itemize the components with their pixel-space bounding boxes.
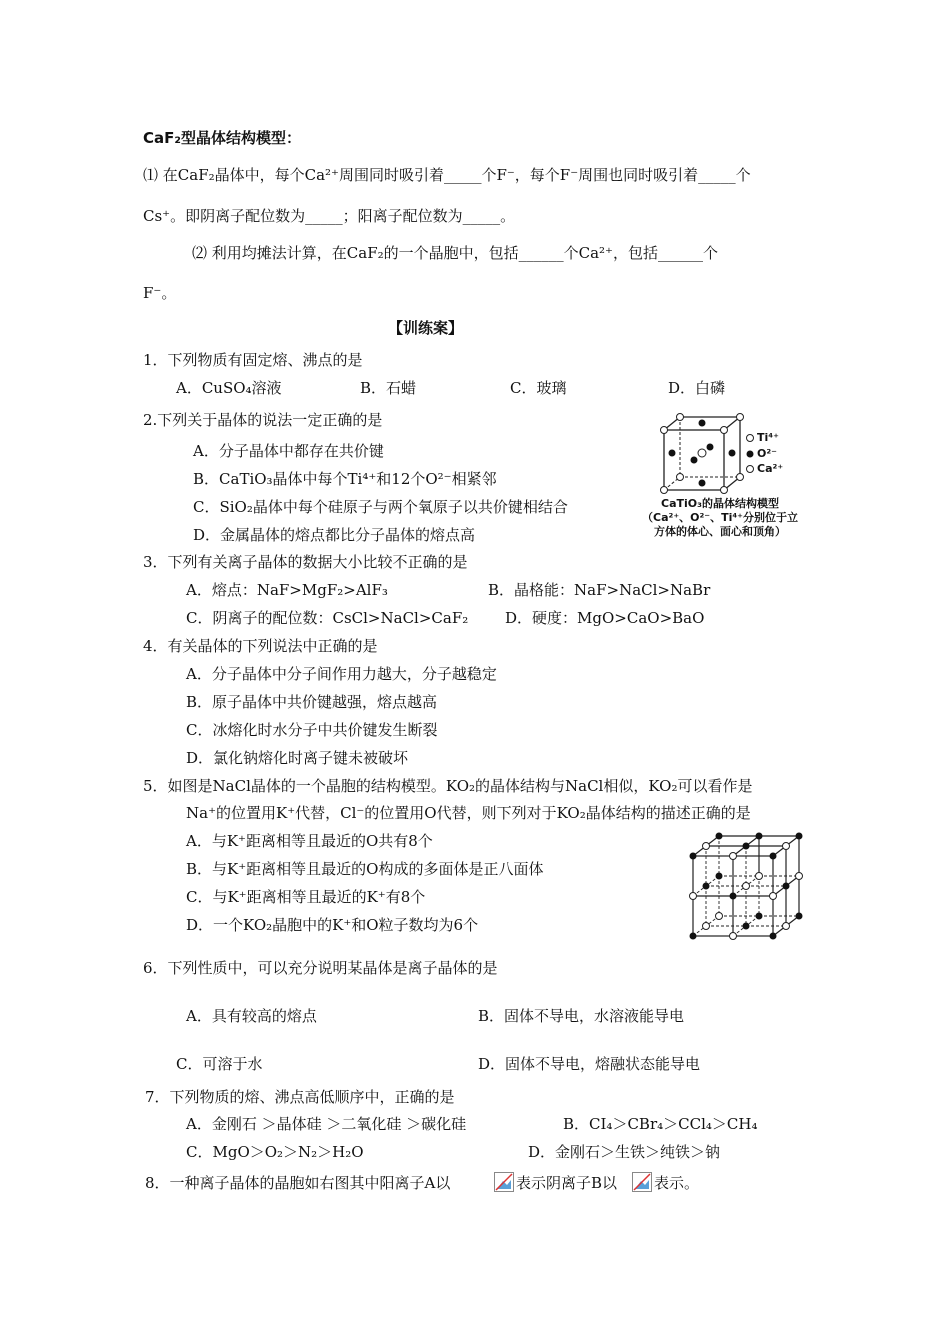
q4-option-b: B．原子晶体中共价键越强，熔点越高 bbox=[186, 693, 438, 711]
q6-option-c: C．可溶于水 bbox=[176, 1055, 263, 1073]
q3-option-b: B．晶格能：NaF>NaCl>NaBr bbox=[488, 581, 711, 599]
q3-option-c: C．阴离子的配位数：CsCl>NaCl>CaF₂ bbox=[186, 609, 469, 627]
q1-option-d: D．白磷 bbox=[668, 379, 726, 397]
q8-stem-part1: 8．一种离子晶体的晶胞如右图其中阳离子A以 bbox=[145, 1174, 451, 1192]
q1-option-b: B．石蜡 bbox=[360, 379, 417, 397]
q3-option-d: D．硬度：MgO>CaO>BaO bbox=[505, 609, 705, 627]
q2-option-d: D．金属晶体的熔点都比分子晶体的熔点高 bbox=[193, 526, 476, 544]
q2-option-b: B．CaTiO₃晶体中每个Ti⁴⁺和12个O²⁻相紧邻 bbox=[193, 470, 497, 488]
catio3-caption-line2: （Ca²⁺、O²⁻、Ti⁴⁺分别位于立 bbox=[642, 511, 798, 524]
catio3-caption-line1: CaTiO₃的晶体结构模型 bbox=[661, 497, 779, 510]
q4-option-d: D．氯化钠熔化时离子键未被破坏 bbox=[186, 749, 409, 767]
q2-option-a: A．分子晶体中都存在共价键 bbox=[193, 442, 384, 460]
q2-option-c: C．SiO₂晶体中每个硅原子与两个氧原子以共价键相结合 bbox=[193, 498, 568, 516]
q2-stem: 2.下列关于晶体的说法一定正确的是 bbox=[143, 411, 383, 429]
q6-option-b: B．固体不导电，水溶液能导电 bbox=[478, 1007, 685, 1025]
q6-option-d: D．固体不导电，熔融状态能导电 bbox=[478, 1055, 701, 1073]
legend-ca: Ca²⁺ bbox=[757, 462, 784, 475]
q7-stem: 7．下列物质的熔、沸点高低顺序中，正确的是 bbox=[145, 1088, 455, 1106]
q8-stem-part2: 表示阴离子B以 bbox=[516, 1174, 618, 1192]
catio3-caption-line3: 方体的体心、面心和顶角） bbox=[654, 525, 786, 538]
q8-stem-part3: 表示。 bbox=[654, 1174, 700, 1192]
q1-option-a: A．CuSO₄溶液 bbox=[176, 379, 282, 397]
q5-stem-line1: 5．如图是NaCl晶体的一个晶胞的结构模型。KO₂的晶体结构与NaCl相似，KO₂可以看作是 bbox=[143, 777, 753, 795]
section-title-training: 【训练案】 bbox=[388, 319, 464, 337]
q1-stem: 1．下列物质有固定熔、沸点的是 bbox=[143, 351, 363, 369]
q4-stem: 4．有关晶体的下列说法中正确的是 bbox=[143, 637, 378, 655]
broken-image-icon bbox=[632, 1172, 652, 1192]
caf2-q1-line1: ⑴ 在CaF₂晶体中，每个Ca²⁺周围同时吸引着_____个F⁻，每个F⁻周围也同时吸引着_____个 bbox=[143, 166, 751, 184]
q5-option-a: A．与K⁺距离相等且最近的O共有8个 bbox=[186, 832, 433, 850]
q7-option-d: D．金刚石＞生铁＞纯铁＞钠 bbox=[528, 1143, 721, 1161]
legend-ti: Ti⁴⁺ bbox=[757, 431, 779, 444]
catio3-crystal-diagram bbox=[650, 410, 750, 500]
q3-option-a: A．熔点：NaF>MgF₂>AlF₃ bbox=[186, 581, 388, 599]
q5-option-d: D．一个KO₂晶胞中的K⁺和O粒子数均为6个 bbox=[186, 916, 479, 934]
legend-o: O²⁻ bbox=[757, 447, 777, 460]
q5-stem-line2: Na⁺的位置用K⁺代替，Cl⁻的位置用O代替，则下列对于KO₂晶体结构的描述正确的是 bbox=[186, 804, 751, 822]
q6-stem: 6．下列性质中，可以充分说明某晶体是离子晶体的是 bbox=[143, 959, 498, 977]
caf2-q1-line2: Cs⁺。即阴离子配位数为_____；阳离子配位数为_____。 bbox=[143, 207, 516, 225]
q5-option-c: C．与K⁺距离相等且最近的K⁺有8个 bbox=[186, 888, 426, 906]
section-heading-caf2: CaF₂型晶体结构模型： bbox=[143, 129, 301, 147]
q7-option-a: A．金刚石 ＞晶体硅 ＞二氧化硅 ＞碳化硅 bbox=[186, 1115, 467, 1133]
q4-option-c: C．冰熔化时水分子中共价键发生断裂 bbox=[186, 721, 438, 739]
q4-option-a: A．分子晶体中分子间作用力越大，分子越稳定 bbox=[186, 665, 497, 683]
caf2-q2-line1: ⑵ 利用均摊法计算，在CaF₂的一个晶胞中，包括______个Ca²⁺，包括______个 bbox=[192, 244, 718, 262]
broken-image-icon bbox=[494, 1172, 514, 1192]
q6-option-a: A．具有较高的熔点 bbox=[186, 1007, 317, 1025]
nacl-crystal-diagram bbox=[685, 828, 815, 946]
q7-option-b: B．CI₄＞CBr₄＞CCl₄＞CH₄ bbox=[563, 1115, 758, 1133]
q1-option-c: C．玻璃 bbox=[510, 379, 567, 397]
q3-stem: 3．下列有关离子晶体的数据大小比较不正确的是 bbox=[143, 553, 468, 571]
q7-option-c: C．MgO＞O₂＞N₂＞H₂O bbox=[186, 1143, 364, 1161]
q5-option-b: B．与K⁺距离相等且最近的O构成的多面体是正八面体 bbox=[186, 860, 544, 878]
caf2-q2-line2: F⁻。 bbox=[143, 284, 177, 302]
catio3-legend-markers bbox=[745, 432, 757, 477]
